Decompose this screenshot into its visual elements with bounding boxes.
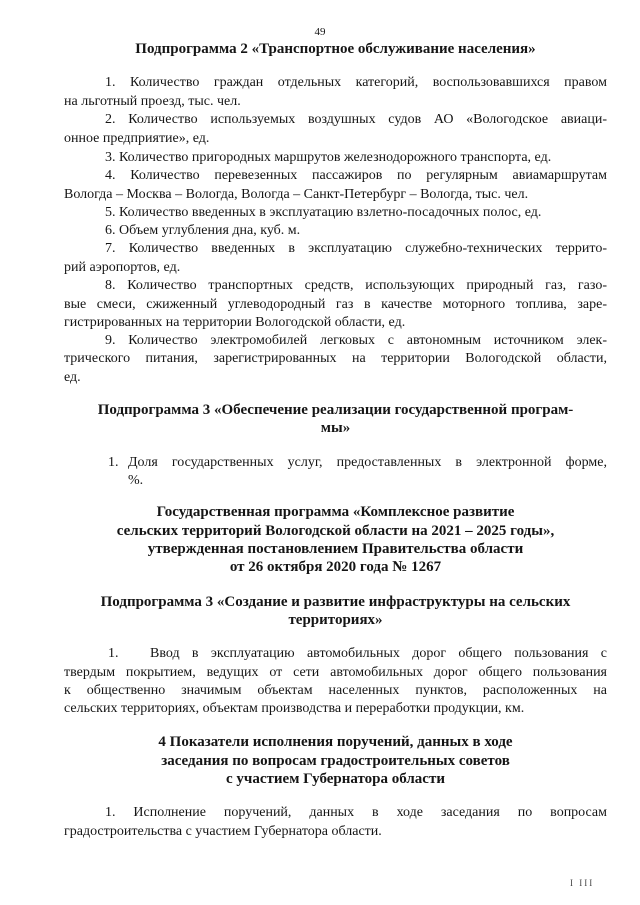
- item-line: 9. Количество электромобилей легковых с автономным источником элек-: [105, 333, 607, 348]
- heading-line: от 26 октября 2020 года № 1267: [229, 559, 442, 575]
- heading-line: мы»: [320, 420, 351, 436]
- subprogram2-title: Подпрограмма 2 «Транспортное обслуживание населения»: [135, 41, 536, 57]
- item-line: рий аэропортов, ед.: [64, 260, 181, 275]
- item-line: твердым покрытием, ведущих от сети автомобильных дорог общего пользования: [64, 665, 607, 680]
- item-line: 1. Количество граждан отдельных категорий, воспользовавшихся правом: [105, 75, 607, 90]
- item-line: 8. Количество транспортных средств, использующих природный газ, газо-: [105, 278, 607, 293]
- item-line: на льготный проезд, тыс. чел.: [64, 94, 241, 109]
- item-line: %.: [128, 473, 144, 488]
- item-line: Ввод в эксплуатацию автомобильных дорог общего пользования с: [150, 646, 607, 661]
- item-number: 1.: [108, 646, 119, 661]
- item-line: 4. Количество перевезенных пассажиров по регулярным авиамаршрутам: [105, 168, 607, 183]
- heading-line: с участием Губернатора области: [226, 771, 445, 787]
- heading-line: Подпрограмма 3 «Создание и развитие инфраструктуры на сельских: [100, 594, 571, 610]
- heading-line: территориях»: [288, 612, 383, 628]
- item-line: 7. Количество введенных в эксплуатацию служебно-технических террито-: [105, 241, 607, 256]
- item-line: 2. Количество используемых воздушных судов АО «Вологодское авиаци-: [105, 112, 607, 127]
- heading-line: сельских территорий Вологодской области на 2021 – 2025 годы»,: [116, 523, 555, 539]
- item-line: 6. Объем углубления дна, куб. м.: [105, 223, 301, 238]
- heading-line: заседания по вопросам градостроительных советов: [161, 753, 510, 769]
- heading-line: Подпрограмма 3 «Обеспечение реализации государственной програм-: [97, 402, 574, 418]
- item-line: вые смеси, сжиженный углеводородный газ в качестве моторного топлива, заре-: [64, 297, 607, 312]
- item-number: 1.: [108, 455, 119, 470]
- item-line: гистрированных на территории Вологодской области, ед.: [64, 315, 406, 330]
- heading-line: утвержденная постановлением Правительства области: [147, 541, 524, 557]
- footer-mark: I III: [570, 878, 595, 888]
- item-line: 5. Количество введенных в эксплуатацию взлетно-посадочных полос, ед.: [105, 205, 542, 220]
- item-line: Вологда – Москва – Вологда, Вологда – Санкт-Петербург – Вологда, тыс. чел.: [64, 187, 529, 202]
- item-line: онное предприятие», ед.: [64, 131, 210, 146]
- page-number: 49: [314, 26, 326, 38]
- item-line: градостроительства с участием Губернатора области.: [64, 824, 382, 839]
- item-line: ед.: [64, 370, 81, 385]
- item-line: 1. Исполнение поручений, данных в ходе заседания по вопросам: [105, 805, 607, 820]
- heading-line: Государственная программа «Комплексное развитие: [156, 504, 515, 520]
- item-line: к общественно значимым объектам населенных пунктов, расположенных на: [64, 683, 607, 698]
- item-line: сельских территориях, объектам производства и переработки продукции, км.: [64, 701, 525, 716]
- item-line: Доля государственных услуг, предоставленных в электронной форме,: [128, 455, 607, 470]
- heading-line: 4 Показатели исполнения поручений, данных в ходе: [158, 734, 513, 750]
- item-line: 3. Количество пригородных маршрутов железнодорожного транспорта, ед.: [105, 150, 552, 165]
- item-line: трического питания, зарегистрированных на территории Вологодской области,: [64, 351, 607, 366]
